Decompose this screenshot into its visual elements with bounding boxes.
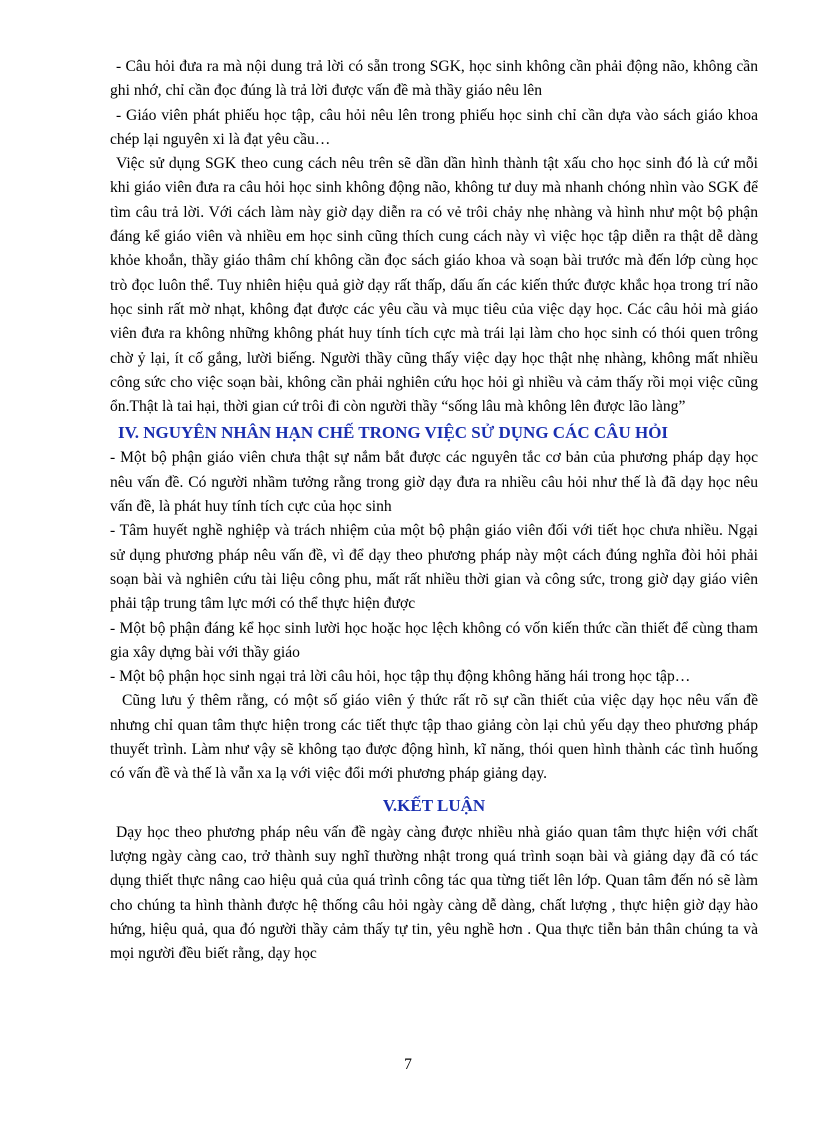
paragraph-bullet-sgk-questions: - Câu hỏi đưa ra mà nội dung trả lời có sẵn trong SGK, học sinh không cần phải động não, không cần ghi nhớ, chỉ cần đọc đúng là trả lời được vấn đề mà thầy giáo nêu lên: [110, 58, 758, 100]
paragraph-iv-dedication: - Tâm huyết nghề nghiệp và trách nhiệm của một bộ phận giáo viên đối với tiết học chưa nhiều. Ngại sử dụng phương pháp nêu vấn đề, vì để dạy theo phương pháp này một cách đúng nghĩa đòi hỏi phải soạn bài và nghiên cứu tài liệu công phu, mất rất nhiều thời gian và công sức, trong giờ dạy giáo viên phải tập trung tâm lực mới có thể thực hiện được: [110, 522, 758, 613]
paragraph-sgk-habits: Việc sử dụng SGK theo cung cách nêu trên sẽ dần dần hình thành tật xấu cho học sinh đó là cứ mỗi khi giáo viên đưa ra câu hỏi học sinh không động não, không tư duy mà nhanh chóng nhìn vào SGK để tìm câu trả lời. Với cách làm này giờ dạy diễn ra có vẻ trôi chảy nhẹ nhàng và hình như một bộ phận đáng kể giáo viên và nhiều em học sinh cũng thích cung cách này vì việc học tập diễn ra thật dễ dàng khỏe khoắn, thầy giáo thâm chí không cần đọc sách giáo khoa và soạn bài trước mà đến lớp cùng học trò đọc luôn thể. Tuy nhiên hiệu quả giờ dạy rất thấp, dấu ấn các kiến thức được khắc họa trong trí não học sinh rất mờ nhạt, không đạt được các yêu cầu và mục tiêu của việc dạy học. Các câu hỏi mà giáo viên đưa ra không những không phát huy tính tích cực mà trái lại làm cho học sinh có thói quen trông chờ ỷ lại, ít cố gắng, lười biếng. Người thầy cũng thấy việc dạy học thật nhẹ nhàng, không mất nhiều công sức cho việc soạn bài, không cần phải nghiên cứu học hỏi gì nhiều và cảm thấy rồi mọi việc cũng ổn.Thật là tai hại, thời gian cứ trôi đi còn người thầy “sống lâu mà không lên được lão làng”: [110, 155, 758, 416]
paragraph-iv-lazy-students: - Một bộ phận đáng kể học sinh lười học hoặc học lệch không có vốn kiến thức cần thiết để cùng tham gia xây dựng bài với thầy giáo: [110, 619, 758, 661]
paragraph-iv-passive-students: - Một bộ phận học sinh ngại trả lời câu hỏi, học tập thụ động không hăng hái trong học tập…: [110, 668, 691, 686]
paragraph-iv-teachers-principles: - Một bộ phận giáo viên chưa thật sự nắm bắt được các nguyên tắc cơ bản của phương pháp dạy học nêu vấn đề. Có người nhầm tưởng rằng trong giờ dạy đưa ra nhiều câu hỏi như thế là đã dạy học nêu vấn đề, là phát huy tính tích cực của học sinh: [110, 449, 758, 516]
body-text: [110, 55, 758, 966]
section-v-heading: V.KẾT LUẬN: [382, 795, 486, 815]
paragraph-bullet-worksheet: - Giáo viên phát phiếu học tập, câu hỏi nêu lên trong phiếu học sinh chỉ cần dựa vào sách giáo khoa chép lại nguyên xi là đạt yêu cầu…: [110, 106, 758, 148]
paragraph-v-conclusion: Dạy học theo phương pháp nêu vấn đề ngày càng được nhiều nhà giáo quan tâm thực hiện với chất lượng ngày càng cao, trở thành suy nghĩ thường nhật trong quá trình soạn bài và giảng dạy đã có tác dụng thiết thực nâng cao hiệu quả của quá trình công tác qua từng tiết lên lớp. Quan tâm đến nó sẽ làm cho chúng ta hình thành được hệ thống câu hỏi ngày càng dễ dàng, chất lượng , thực hiện giờ dạy hào hứng, hiệu quả, qua đó người thầy cảm thấy tự tin, yêu nghề hơn . Qua thực tiễn bản thân chúng ta và mọi người đều biết rằng, dạy học: [110, 823, 758, 963]
paragraph-iv-note: Cũng lưu ý thêm rằng, có một số giáo viên ý thức rất rõ sự cần thiết của việc dạy học nêu vấn đề nhưng chỉ quan tâm thực hiện trong các tiết thực tập thao giảng còn lại chủ yếu dạy theo phương pháp thuyết trình. Làm như vậy sẽ không tạo được động hình, kĩ năng, thói quen hình thành các tình huống có vấn đề và thế là vẫn xa lạ với việc đổi mới phương pháp giảng dạy.: [110, 692, 758, 783]
section-iv-heading: IV. NGUYÊN NHÂN HẠN CHẾ TRONG VIỆC SỬ DỤNG CÁC CÂU HỎI: [118, 423, 669, 443]
page-number: 7: [404, 1056, 412, 1073]
